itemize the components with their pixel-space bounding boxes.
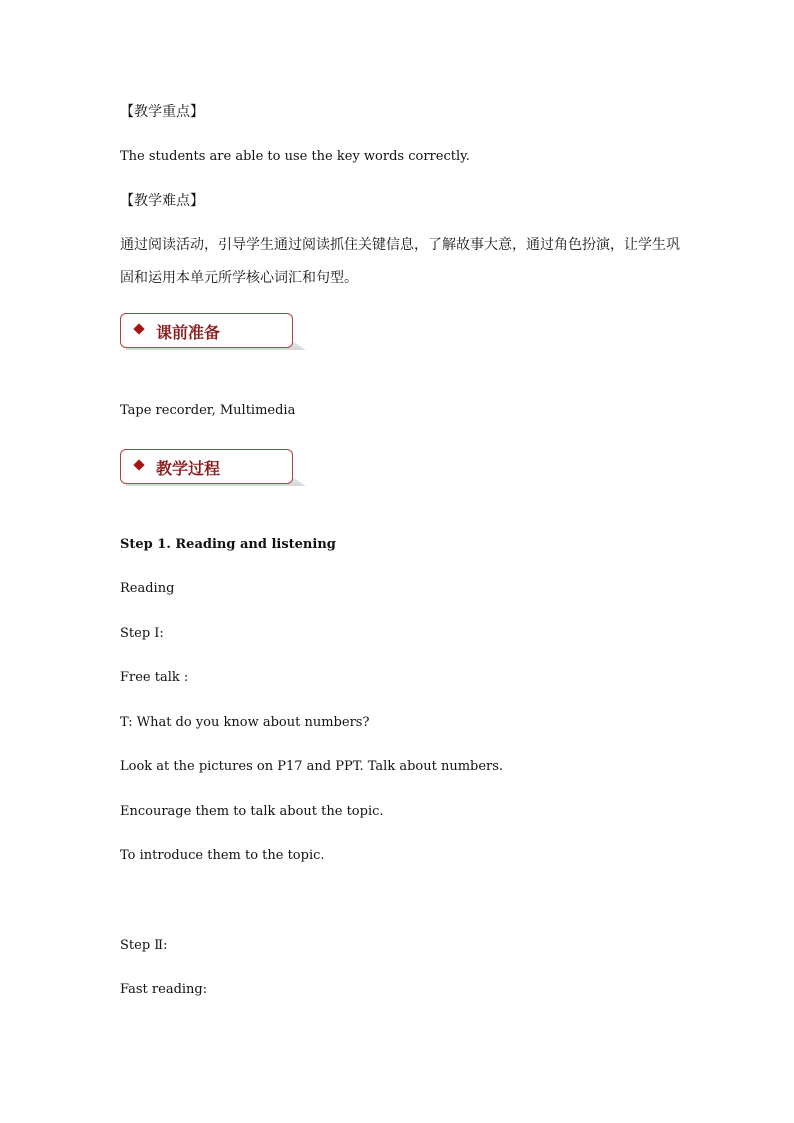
look-text: Look at the pictures on P17 and PPT. Talk about numbers. bbox=[120, 759, 504, 774]
introduce-text: To introduce them to the topic. bbox=[120, 848, 325, 863]
prep-text: Tape recorder, Multimedia bbox=[120, 403, 296, 418]
focus-heading: 【教学重点】 bbox=[120, 104, 204, 120]
prep-header-box bbox=[120, 313, 293, 348]
reading-label: Reading bbox=[120, 581, 175, 596]
process-header-box bbox=[120, 449, 293, 484]
process-header-label: 教学过程 bbox=[156, 459, 221, 478]
question-text: T: What do you know about numbers? bbox=[120, 715, 370, 730]
focus-text: The students are able to use the key words correctly. bbox=[120, 149, 470, 164]
difficulty-text-line1: 通过阅读活动，引导学生通过阅读抓住关键信息，了解故事大意，通过角色扮演，让学生巩 bbox=[120, 237, 680, 253]
fast-reading-label: Fast reading: bbox=[120, 982, 208, 997]
step-ii-label: Step Ⅱ: bbox=[120, 938, 168, 953]
encourage-text: Encourage them to talk about the topic. bbox=[120, 804, 384, 819]
difficulty-heading: 【教学难点】 bbox=[120, 193, 204, 209]
free-talk-label: Free talk : bbox=[120, 670, 189, 685]
step-i-label: Step Ⅰ: bbox=[120, 626, 164, 641]
difficulty-text-line2: 固和运用本单元所学核心词汇和句型。 bbox=[120, 270, 358, 286]
prep-header-label: 课前准备 bbox=[156, 323, 221, 342]
step1-title: Step 1. Reading and listening bbox=[120, 537, 336, 552]
